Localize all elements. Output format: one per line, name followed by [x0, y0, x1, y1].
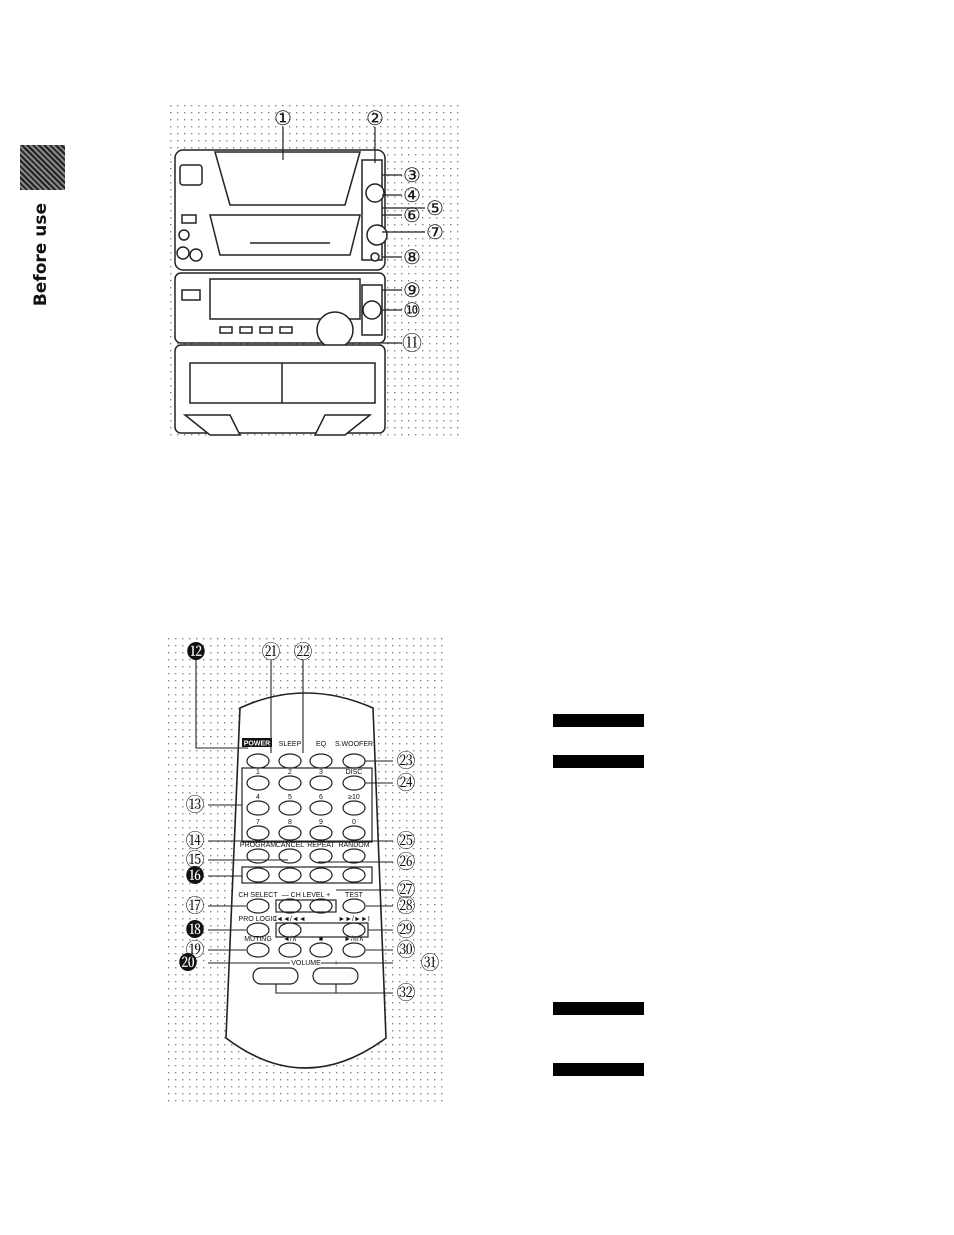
skip-forward-button[interactable] [343, 923, 365, 937]
digit-1-button[interactable] [247, 776, 269, 790]
ch-select-button[interactable] [247, 899, 269, 913]
test-label: TEST [345, 892, 363, 899]
heading-bar-4 [553, 1063, 644, 1076]
function-button-2[interactable] [279, 868, 301, 882]
digit-2-button[interactable] [279, 776, 301, 790]
main-callout-5: ⑤ [426, 198, 444, 220]
sleep-label: SLEEP [278, 741, 302, 748]
digit-5-button[interactable] [279, 801, 301, 815]
power-button[interactable] [247, 754, 269, 768]
muting-button[interactable] [247, 943, 269, 957]
power-label: POWER [243, 740, 271, 748]
digit-5-label: 5 [288, 794, 292, 801]
test-button[interactable] [343, 899, 365, 913]
digit-0-button[interactable] [343, 826, 365, 840]
heading-bar-2 [553, 755, 644, 768]
eq-button[interactable] [310, 754, 332, 768]
digit-10plus-label: ≥10 [348, 794, 360, 801]
digit-1-label: 1 [256, 769, 260, 776]
ch-level-minus-button[interactable] [279, 899, 301, 913]
stop-button[interactable] [310, 943, 332, 957]
prologic-button[interactable] [247, 923, 269, 937]
cancel-button[interactable] [279, 849, 301, 863]
main-unit-figure [170, 105, 470, 445]
vol-minus-label: – [274, 960, 278, 967]
digit-10plus-button[interactable] [343, 801, 365, 815]
remote-callout-18: ⓲ [185, 920, 205, 941]
repeat-button[interactable] [310, 849, 332, 863]
heading-bar-1 [553, 714, 644, 727]
main-callout-10: ⑩ [403, 300, 421, 322]
remote-callout-19: ⑲ [185, 940, 205, 961]
program-label: PROGRAM [239, 842, 277, 849]
swoofer-button[interactable] [343, 754, 365, 768]
skip-forward-label: ►►/►►I [338, 916, 370, 923]
main-callout-2: ② [366, 108, 384, 130]
remote-callout-32: ㉜ [396, 983, 416, 1004]
digit-8-label: 8 [288, 819, 292, 826]
section-label: Before use [31, 203, 51, 307]
digit-8-button[interactable] [279, 826, 301, 840]
muting-label: MUTING [244, 936, 272, 943]
remote-callout-14: ⑭ [185, 831, 205, 852]
random-button[interactable] [343, 849, 365, 863]
random-label: RANDOM [338, 842, 370, 849]
ch-select-label: CH SELECT [238, 892, 278, 899]
remote-callout-24: ㉔ [396, 773, 416, 794]
remote-callout-30: ㉚ [396, 940, 416, 961]
remote-callout-12: ⓬ [186, 642, 206, 663]
remote-callout-17: ⑰ [185, 896, 205, 917]
remote-callout-28: ㉘ [396, 896, 416, 917]
repeat-label: REPEAT [307, 842, 335, 849]
function-button-1[interactable] [247, 868, 269, 882]
digit-0-label: 0 [352, 819, 356, 826]
swoofer-label: S.WOOFER [334, 741, 374, 748]
digit-6-label: 6 [319, 794, 323, 801]
section-tab-pattern [20, 145, 65, 190]
main-callout-6: ⑥ [403, 205, 421, 227]
main-callout-8: ⑧ [403, 247, 421, 269]
remote-callout-22: ㉒ [293, 642, 313, 663]
remote-callout-13: ⑬ [185, 795, 205, 816]
ch-level-label: — CH LEVEL + [281, 892, 331, 899]
main-callout-3: ③ [403, 165, 421, 187]
digit-4-label: 4 [256, 794, 260, 801]
digit-3-button[interactable] [310, 776, 332, 790]
main-callout-9: ⑨ [403, 280, 421, 302]
remote-callout-20: ⓴ [178, 953, 198, 974]
digit-3-label: 3 [319, 769, 323, 776]
remote-callout-15: ⑮ [185, 850, 205, 871]
stop-label: ■ [318, 936, 324, 943]
ch-level-plus-button[interactable] [310, 899, 332, 913]
remote-callout-25: ㉕ [396, 831, 416, 852]
section-sidebar [6, 145, 62, 307]
remote-control-figure [168, 638, 458, 1103]
digit-6-button[interactable] [310, 801, 332, 815]
sleep-button[interactable] [279, 754, 301, 768]
digit-4-button[interactable] [247, 801, 269, 815]
remote-callout-26: ㉖ [396, 852, 416, 873]
digit-9-button[interactable] [310, 826, 332, 840]
main-callout-4: ④ [403, 185, 421, 207]
volume-up-button[interactable] [313, 968, 358, 984]
digit-9-label: 9 [319, 819, 323, 826]
remote-callout-29: ㉙ [396, 920, 416, 941]
function-button-3[interactable] [310, 868, 332, 882]
digit-7-label: 7 [256, 819, 260, 826]
digit-2-label: 2 [288, 769, 292, 776]
vol-plus-label: + [333, 960, 339, 967]
disc-label: DISC [345, 769, 363, 776]
volume-down-button[interactable] [253, 968, 298, 984]
skip-back-button[interactable] [279, 923, 301, 937]
skip-back-label: I◄◄/◄◄ [274, 916, 306, 923]
reverse-label: ◄/∧ [283, 936, 297, 943]
remote-callout-31: ㉛ [420, 953, 440, 974]
remote-callout-27: ㉗ [396, 880, 416, 901]
program-button[interactable] [247, 849, 269, 863]
reverse-play-button[interactable] [279, 943, 301, 957]
prologic-label: PRO LOGIC [238, 916, 278, 923]
remote-callout-23: ㉓ [396, 751, 416, 772]
digit-7-button[interactable] [247, 826, 269, 840]
main-callout-11: ⑪ [402, 333, 422, 355]
function-button-4[interactable] [343, 868, 365, 882]
stereo-unit [175, 150, 387, 435]
main-callout-7: ⑦ [426, 222, 444, 244]
eq-label: EQ [315, 741, 327, 748]
remote-callout-21: ㉑ [261, 642, 281, 663]
remote-callout-16: ⓰ [185, 866, 205, 887]
play-pause-label: ►/II/∧ [344, 936, 364, 943]
play-pause-button[interactable] [343, 943, 365, 957]
main-callout-1: ① [274, 108, 292, 130]
disc-button[interactable] [343, 776, 365, 790]
cancel-label: CANCEL [275, 842, 305, 849]
heading-bar-3 [553, 1002, 644, 1015]
volume-label: VOLUME [291, 960, 321, 967]
